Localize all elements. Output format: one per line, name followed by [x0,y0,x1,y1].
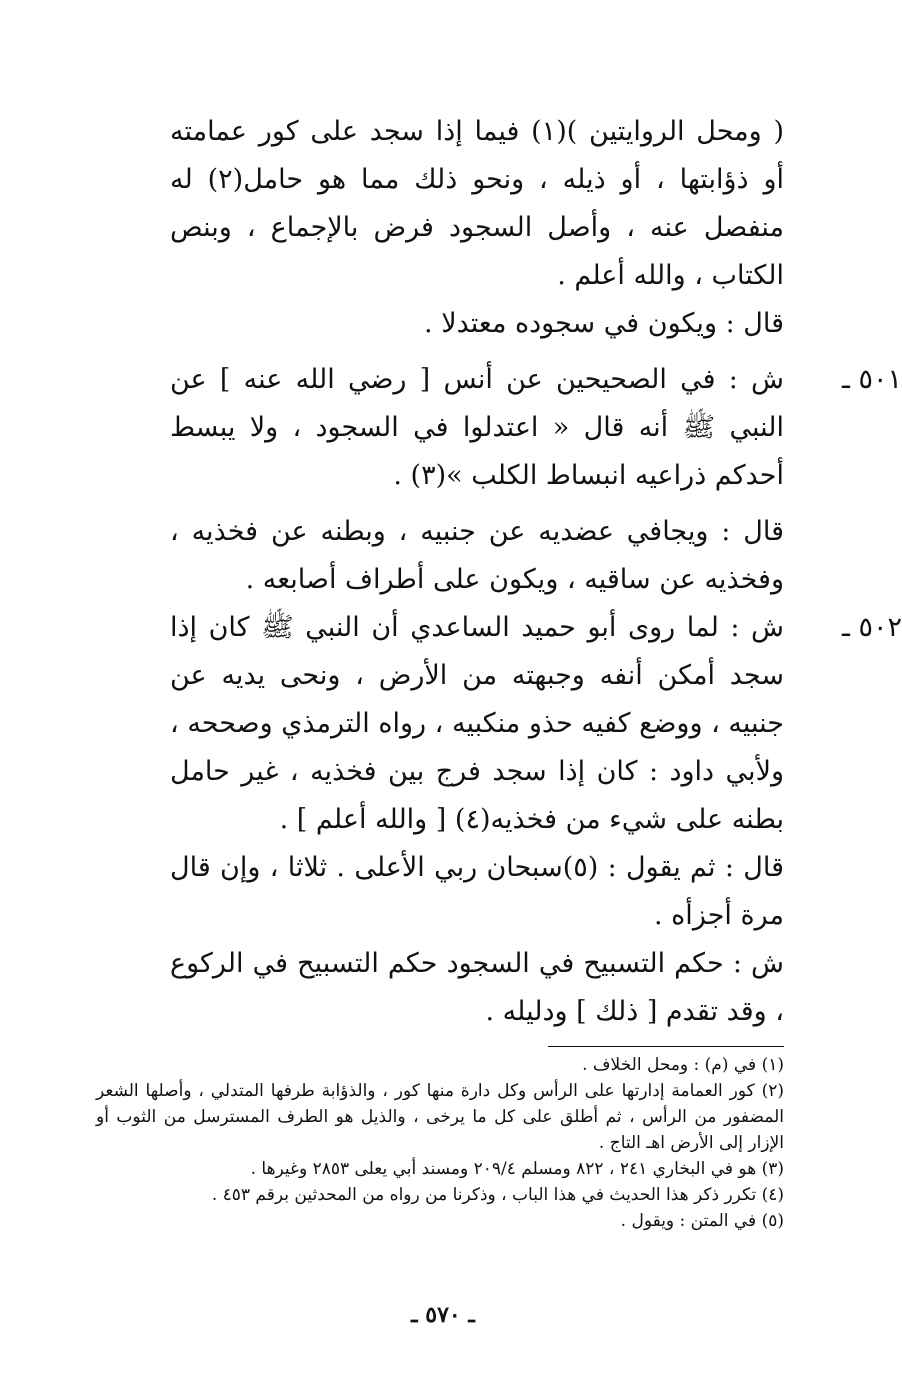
footnote-3: (٣) هو في البخاري ٢٤١ ، ٨٢٢ ومسلم ٢٠٩/٤ ومسند أبي يعلى ٢٨٥٣ وغيرها . [250,1159,784,1179]
paragraph-1: ( ومحل الروايتين )(١) فيما إذا سجد على كور عمامته أو ذؤابتها ، أو ذيله ، ونحو ذلك مما هو حامل(٢) له منفصل عنه ، وأصل السجود فرض بالإجماع ، وبنص الكتاب ، والله أعلم . [170,116,784,291]
entry-501-number: ٥٠١ ـ [841,364,902,395]
entry-501 [170,356,902,500]
entry-502-number: ٥٠٢ ـ [841,612,902,643]
main-text [170,108,902,1036]
footnotes [96,1052,784,1234]
footnote-separator [548,1046,784,1047]
page-number: ـ ٥٧٠ ـ [411,1302,475,1328]
paragraph-3: قال : ويجافي عضديه عن جنبيه ، وبطنه عن فخذيه ، وفخذيه عن ساقيه ، ويكون على أطراف أصابعه . [170,516,784,595]
footnote-1: (١) في (م) : ومحل الخلاف . [582,1055,784,1075]
footnote-2: (٢) كور العمامة إدارتها على الرأس وكل دارة منها كور ، والذؤابة طرفها المتدلي ، وأصلها الشعر المضفور من الرأس ، ثم أطلق على كل ما يرخى ، والذيل هو الطرف المسترسل من الثوب أو الإزار إلى الأرض اهـ التاج . [96,1081,784,1153]
entry-502-text: ش : لما روى أبو حميد الساعدي أن النبي ﷺ كان إذا سجد أمكن أنفه وجبهته من الأرض ، ونحى يديه عن جنبيه ، ووضع كفيه حذو منكبيه ، رواه الترمذي وصححه ، ولأبي داود : كان إذا سجد فرج بين فخذيه ، غير حامل بطنه على شيء من فخذيه(٤) [ والله أعلم ] . [170,612,784,835]
paragraph-2: قال : ويكون في سجوده معتدلا . [424,308,784,339]
paragraph-4: قال : ثم يقول : (٥)سبحان ربي الأعلى . ثلاثا ، وإن قال مرة أجزأه . [170,852,784,931]
footnote-4: (٤) تكرر ذكر هذا الحديث في هذا الباب ، وذكرنا من رواه من المحدثين برقم ٤٥٣ . [211,1185,784,1205]
entry-502 [170,604,902,844]
footnote-5: (٥) في المتن : ويقول . [620,1211,784,1231]
paragraph-5: ش : حكم التسبيح في السجود حكم التسبيح في الركوع ، وقد تقدم [ ذلك ] ودليله . [170,948,784,1027]
entry-501-text: ش : في الصحيحين عن أنس [ رضي الله عنه ] عن النبي ﷺ أنه قال « اعتدلوا في السجود ، ولا يبسط أحدكم ذراعيه انبساط الكلب »(٣) . [170,364,784,491]
